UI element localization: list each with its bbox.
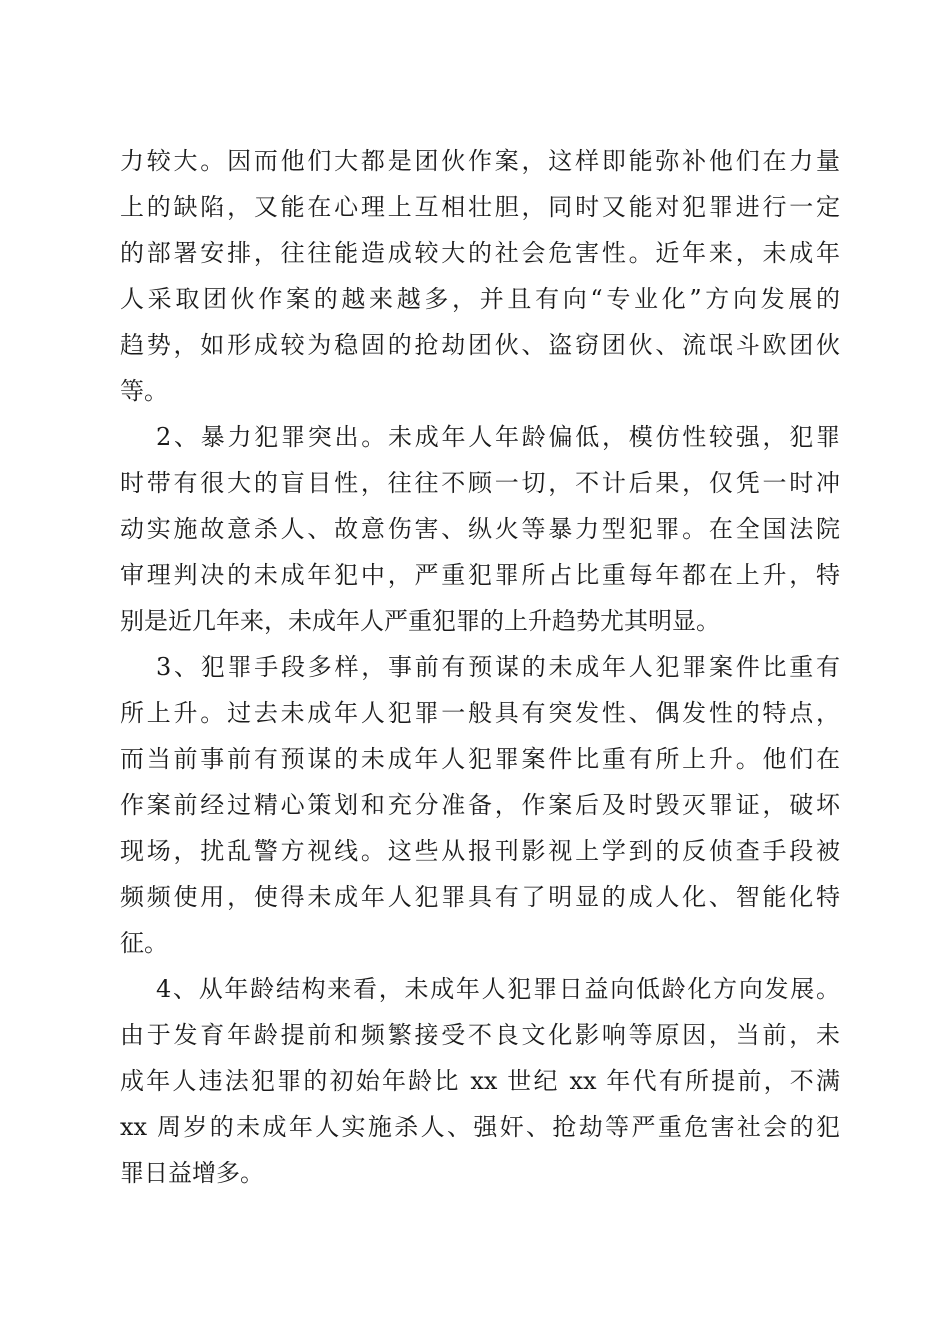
text-line: 别是近几年来，未成年人严重犯罪的上升趋势尤其明显。 — [120, 607, 720, 635]
paragraph-4 — [120, 966, 840, 1196]
text-line: 人采取团伙作案的越来越多，并且有向“专业化”方向发展的 — [120, 285, 840, 313]
paragraph-1 — [120, 138, 840, 414]
text-line: 趋势，如形成较为稳固的抢劫团伙、盗窃团伙、流氓斗欧团伙 — [120, 331, 840, 359]
text-line: 由于发育年龄提前和频繁接受不良文化影响等原因，当前，未 — [120, 1021, 840, 1049]
document-body — [120, 138, 840, 1196]
text-line: 上的缺陷，又能在心理上互相壮胆，同时又能对犯罪进行一定 — [120, 193, 840, 221]
text-line: 征。 — [120, 929, 168, 957]
text-line: 力较大。因而他们大都是团伙作案，这样即能弥补他们在力量 — [120, 147, 840, 175]
paragraph-2 — [120, 414, 840, 644]
text-line: 所上升。过去未成年人犯罪一般具有突发性、偶发性的特点， — [120, 699, 840, 727]
text-line: 2、暴力犯罪突出。未成年人年龄偏低，模仿性较强，犯罪 — [156, 423, 840, 451]
text-line: 罪日益增多。 — [120, 1159, 264, 1187]
text-line: 3、犯罪手段多样，事前有预谋的未成年人犯罪案件比重有 — [156, 653, 840, 681]
text-line: 现场，扰乱警方视线。这些从报刊影视上学到的反侦查手段被 — [120, 837, 840, 865]
text-line: 频频使用，使得未成年人犯罪具有了明显的成人化、智能化特 — [120, 883, 840, 911]
text-line: 而当前事前有预谋的未成年人犯罪案件比重有所上升。他们在 — [120, 745, 840, 773]
text-line: 作案前经过精心策划和充分准备，作案后及时毁灭罪证，破坏 — [120, 791, 840, 819]
text-line: 等。 — [120, 377, 168, 405]
text-line: xx 周岁的未成年人实施杀人、强奸、抢劫等严重危害社会的犯 — [120, 1113, 840, 1141]
text-line: 时带有很大的盲目性，往往不顾一切，不计后果，仅凭一时冲 — [120, 469, 840, 497]
paragraph-3 — [120, 644, 840, 966]
text-line: 4、从年龄结构来看，未成年人犯罪日益向低龄化方向发展。 — [156, 975, 840, 1003]
text-line: 审理判决的未成年犯中，严重犯罪所占比重每年都在上升，特 — [120, 561, 840, 589]
text-line: 动实施故意杀人、故意伤害、纵火等暴力型犯罪。在全国法院 — [120, 515, 840, 543]
text-line: 成年人违法犯罪的初始年龄比 xx 世纪 xx 年代有所提前，不满 — [120, 1067, 840, 1095]
text-line: 的部署安排，往往能造成较大的社会危害性。近年来，未成年 — [120, 239, 840, 267]
